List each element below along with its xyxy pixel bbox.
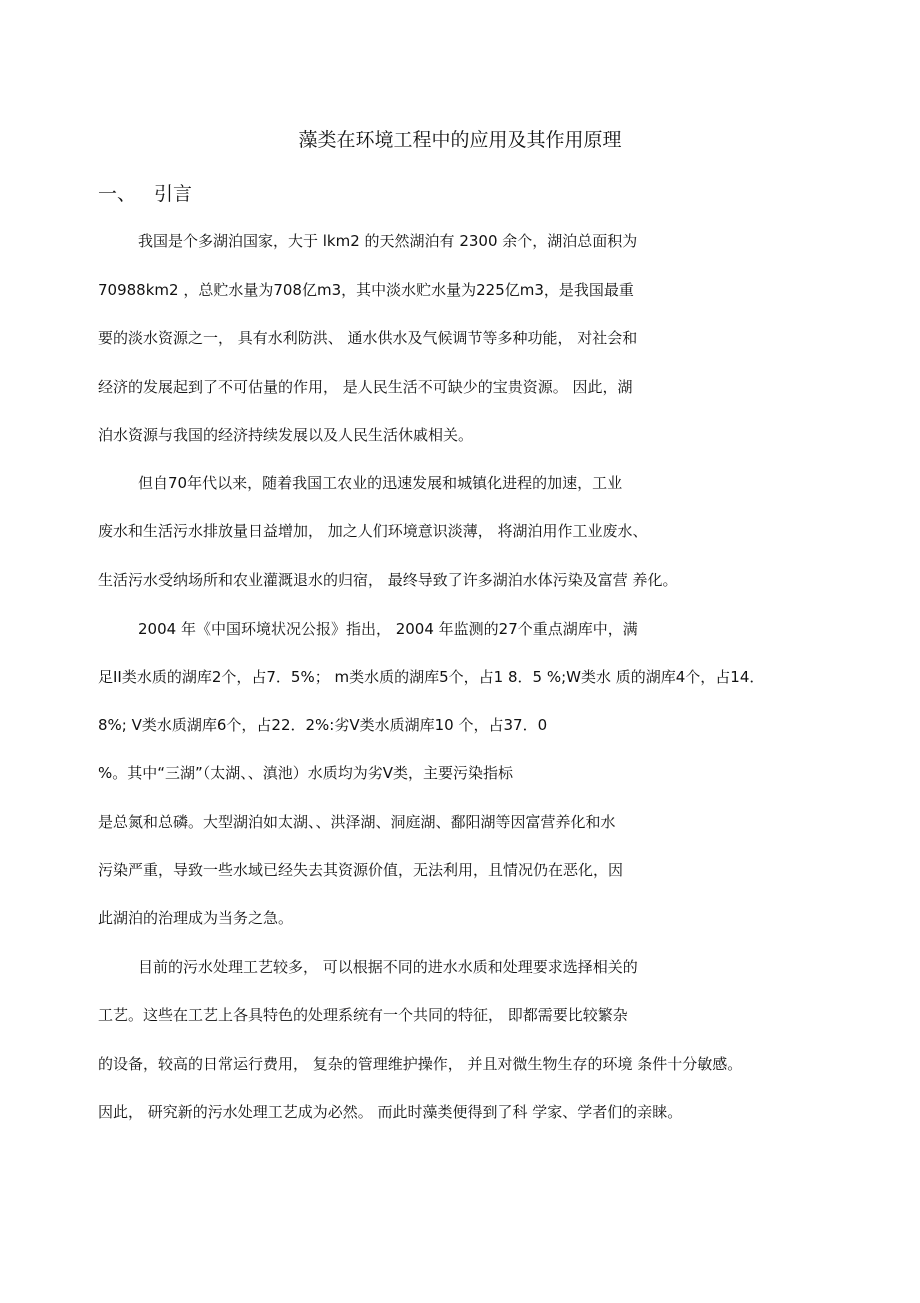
paragraph-line: 要的淡水资源之一， 具有水利防洪、 通水供水及气候调节等多种功能， 对社会和 (98, 329, 638, 347)
paragraph-line: 8%; V类水质湖库6个，占22．2%:劣V类水质湖库10 个，占37．0 (98, 716, 548, 734)
section-title: 引言 (154, 183, 193, 205)
paragraph-line: 工艺。这些在工艺上各具特色的处理系统有一个共同的特征， 即都需要比较繁杂 (98, 1006, 628, 1024)
paragraph-line: 废水和生活污水排放量日益增加， 加之人们环境意识淡薄， 将湖泊用作工业废水、 (98, 522, 648, 540)
paragraph-line: 经济的发展起到了不可估量的作用， 是人民生活不可缺少的宝贵资源。 因此，湖 (98, 378, 633, 396)
document-title: 藻类在环境工程中的应用及其作用原理 (298, 129, 622, 151)
paragraph-line: 目前的污水处理工艺较多， 可以根据不同的进水水质和处理要求选择相关的 (138, 958, 638, 976)
paragraph-line: 我国是个多湖泊国家，大于 lkm2 的天然湖泊有 2300 余个，湖泊总面积为 (138, 232, 638, 250)
paragraph-line: 2004 年《中国环境状况公报》指出， 2004 年监测的27个重点湖库中，满 (138, 620, 638, 638)
section-heading (98, 180, 192, 208)
paragraph-line: 泊水资源与我国的经济持续发展以及人民生活休戚相关。 (98, 426, 474, 444)
paragraph-line: 因此， 研究新的污水处理工艺成为必然。 而此时藻类便得到了科 学家、学者们的亲睐。 (98, 1103, 683, 1121)
paragraph-line: %。其中“三湖”（太湖、、滇池）水质均为劣V类，主要污染指标 (98, 764, 514, 782)
paragraph-line: 此湖泊的治理成为当务之急。 (98, 909, 294, 927)
paragraph-line: 生活污水受纳场所和农业灌溉退水的归宿， 最终导致了许多湖泊水体污染及富营 养化。 (98, 571, 678, 589)
paragraph-line: 但自70年代以来，随着我国工农业的迅速发展和城镇化进程的加速，工业 (138, 474, 623, 492)
paragraph-line: 的设备，较高的日常运行费用， 复杂的管理维护操作， 并且对微生物生存的环境 条件十分敏感。 (98, 1055, 743, 1073)
section-number: 一、 (98, 183, 137, 205)
paragraph-line: 足II类水质的湖库2个，占7．5%； m类水质的湖库5个，占1 8．5 %;W类水 质的湖库4个，占14． (98, 668, 765, 686)
paragraph-line: 污染严重，导致一些水域已经失去其资源价值，无法利用，且情况仍在恶化，因 (98, 861, 624, 879)
paragraph-line: 是总氮和总磷。大型湖泊如太湖、、洪泽湖、洞庭湖、鄱阳湖等因富营养化和水 (98, 813, 616, 831)
paragraph-line: 70988km2 ，总贮水量为708亿m3，其中淡水贮水量为225亿m3，是我国最重 (98, 281, 634, 299)
